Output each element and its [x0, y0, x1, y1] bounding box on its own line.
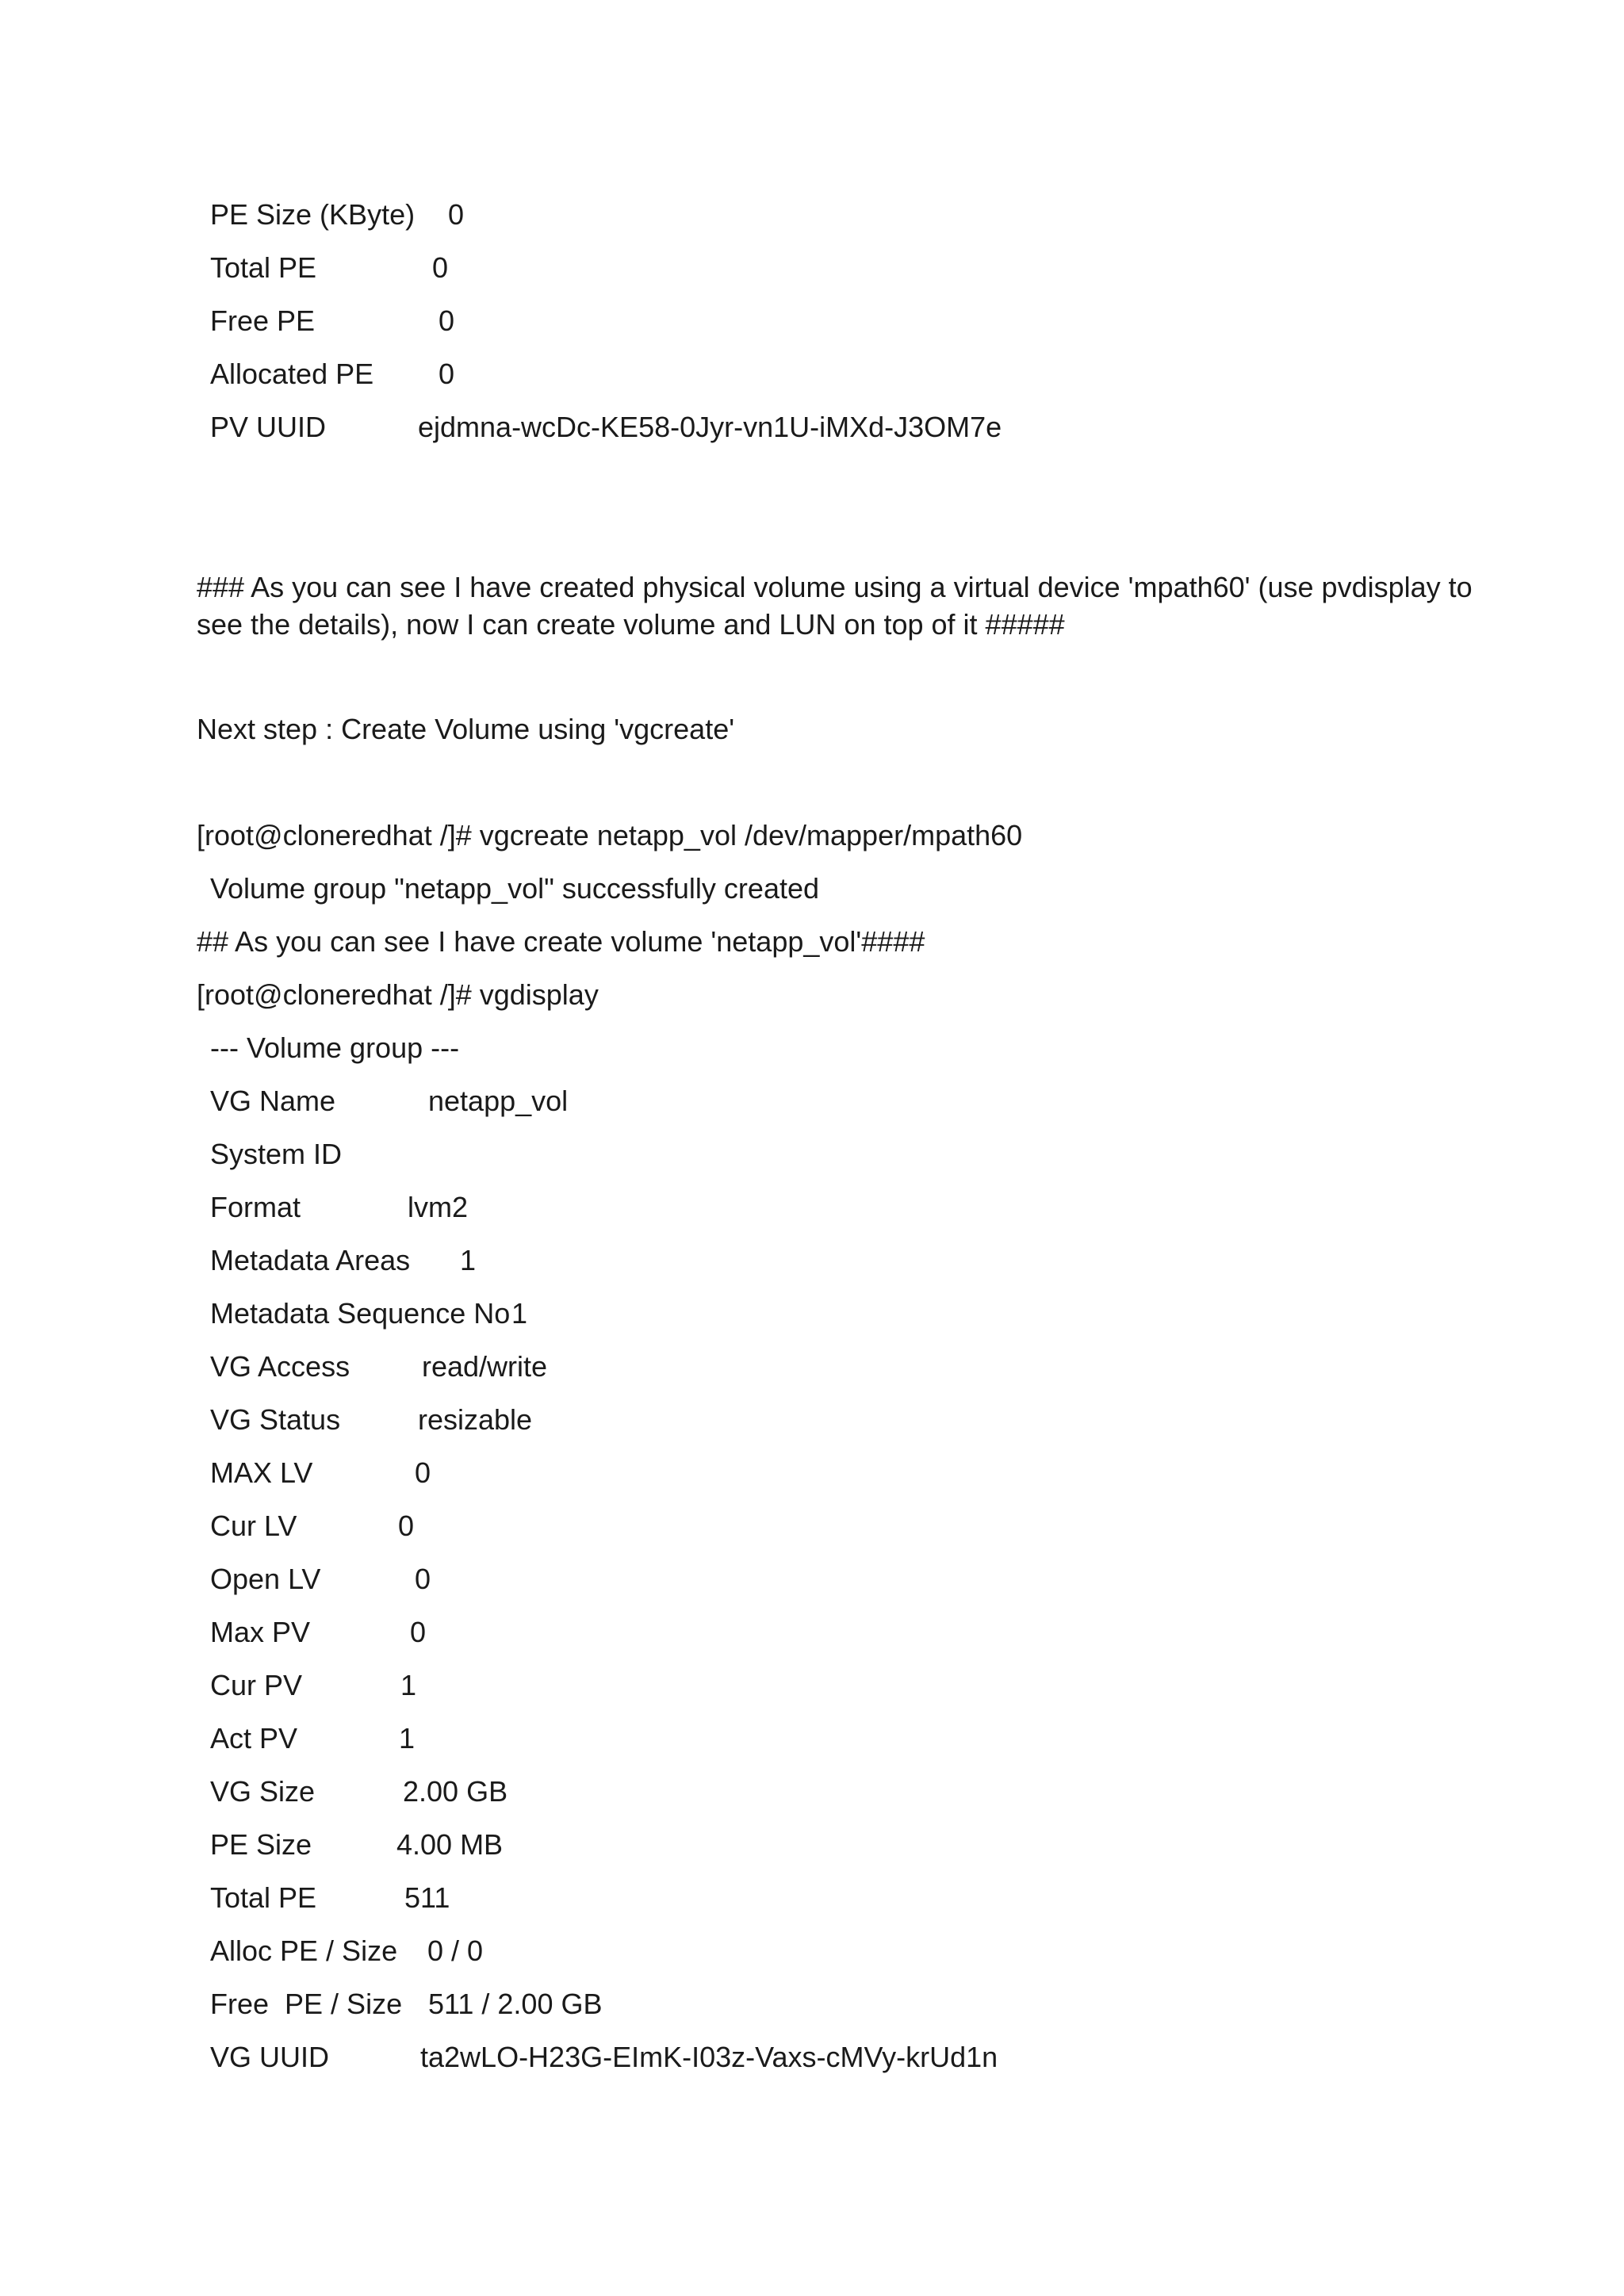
vg-key: Total PE: [210, 1881, 317, 1914]
vg-value: 1: [399, 1722, 416, 1755]
vg-key: System ID: [210, 1138, 343, 1170]
vg-value: resizable: [418, 1403, 533, 1436]
vg-key: Cur PV: [210, 1669, 303, 1701]
pv-value: 0: [432, 251, 449, 284]
vg-value: 1: [511, 1297, 528, 1330]
vg-value: read/write: [422, 1350, 548, 1383]
vg-value: 1: [460, 1244, 477, 1276]
pv-key: Allocated PE: [210, 358, 374, 390]
pv-key: PV UUID: [210, 411, 327, 443]
pv-value: 0: [439, 358, 455, 390]
vg-value: 0: [415, 1456, 431, 1489]
pv-value: ejdmna-wcDc-KE58-0Jyr-vn1U-iMXd-J3OM7e: [418, 411, 1002, 443]
note-volume-created: ## As you can see I have create volume 'netapp_vol'####: [197, 925, 925, 958]
vg-key: Open LV: [210, 1563, 321, 1595]
pv-key: Total PE: [210, 251, 317, 284]
vg-key: Max PV: [210, 1616, 311, 1648]
vg-key: VG Status: [210, 1403, 341, 1436]
vg-key: Metadata Areas: [210, 1244, 411, 1276]
vg-value: 0 / 0: [427, 1934, 484, 1967]
vg-value: 1: [400, 1669, 417, 1701]
vg-value: 511: [404, 1881, 450, 1914]
vg-value: 2.00 GB: [403, 1775, 508, 1808]
vg-key: VG UUID: [210, 2041, 330, 2073]
pv-key: Free PE: [210, 304, 316, 337]
vg-value: 511 / 2.00 GB: [428, 1988, 603, 2020]
vg-key: Format: [210, 1191, 301, 1223]
vgcreate-output: Volume group "netapp_vol" successfully created: [210, 872, 820, 905]
command-vgcreate: [root@cloneredhat /]# vgcreate netapp_vol /dev/mapper/mpath60: [197, 819, 1023, 851]
vg-key: VG Access: [210, 1350, 350, 1383]
vg-value: 0: [415, 1563, 431, 1595]
vg-key: Cur LV: [210, 1510, 297, 1542]
pv-value: 0: [448, 198, 465, 231]
vg-value: 4.00 MB: [396, 1828, 504, 1861]
command-vgdisplay: [root@cloneredhat /]# vgdisplay: [197, 978, 599, 1011]
vg-key: Free PE / Size: [210, 1988, 403, 2020]
vg-key: Act PV: [210, 1722, 298, 1755]
pv-value: 0: [439, 304, 455, 337]
vg-value: netapp_vol: [428, 1085, 569, 1117]
vg-key: PE Size: [210, 1828, 312, 1861]
vg-key: VG Size: [210, 1775, 316, 1808]
vg-section-header: --- Volume group ---: [210, 1031, 460, 1064]
note-physical-volume: ### As you can see I have created physical volume using a virtual device 'mpath60' (use pvdisplay to see the details), now I can create volume and LUN on top of it #####: [197, 571, 1473, 641]
vg-value: ta2wLO-H23G-EImK-I03z-Vaxs-cMVy-krUd1n: [420, 2041, 998, 2073]
vg-value: 0: [410, 1616, 427, 1648]
next-step-text: Next step : Create Volume using 'vgcreate': [197, 713, 735, 745]
vg-value: lvm2: [408, 1191, 469, 1223]
vg-value: 0: [398, 1510, 415, 1542]
vg-key: Alloc PE / Size: [210, 1934, 398, 1967]
pv-key: PE Size (KByte): [210, 198, 416, 231]
vg-key: MAX LV: [210, 1456, 313, 1489]
vg-key: VG Name: [210, 1085, 336, 1117]
vg-key: Metadata Sequence No: [210, 1297, 511, 1330]
